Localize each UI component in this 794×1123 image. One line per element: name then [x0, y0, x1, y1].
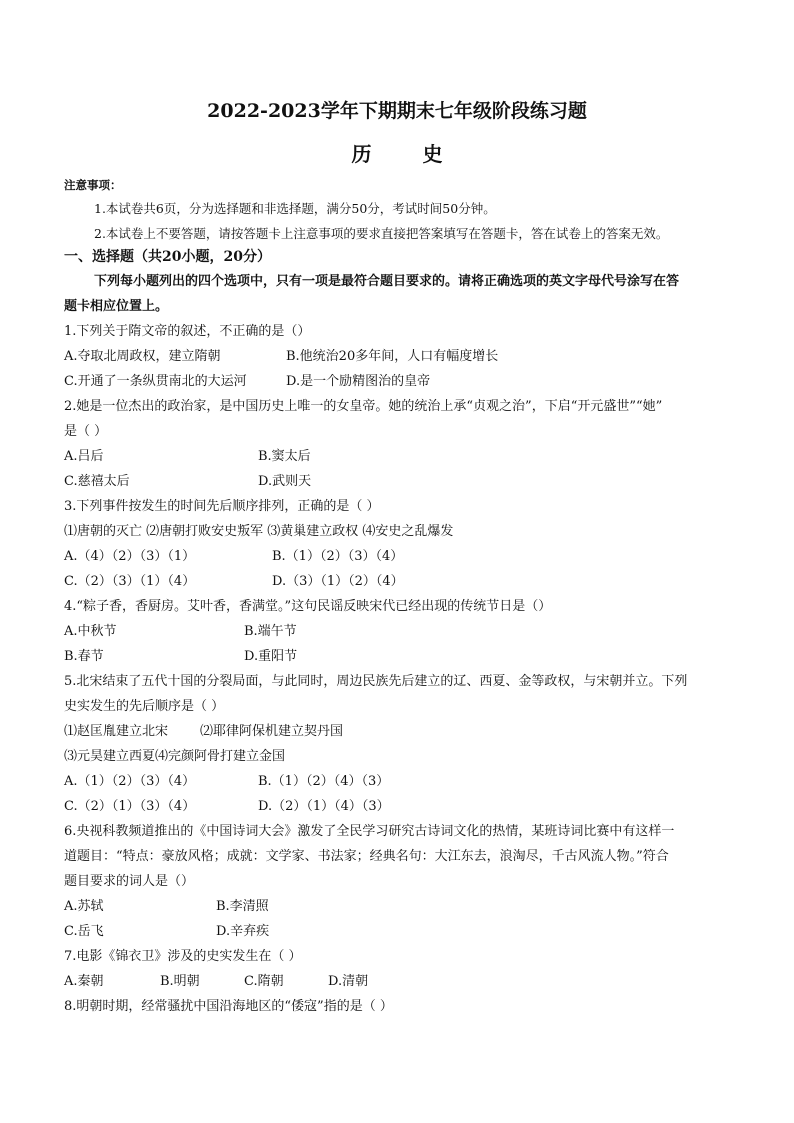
q4-option-c: B.春节	[64, 649, 104, 664]
q6-stem-line-3: 题目要求的词人是（）	[64, 874, 195, 889]
q4-option-d: D.重阳节	[244, 649, 298, 664]
q2-option-b: B.窦太后	[258, 449, 311, 464]
q7-option-d: D.清朝	[328, 974, 369, 989]
q6-option-b: B.李清照	[216, 899, 269, 914]
q3-events: ⑴唐朝的灭亡 ⑵唐朝打败安史叛军 ⑶黄巢建立政权 ⑷安史之乱爆发	[64, 524, 454, 539]
q3-option-b: B.（1）（2）（3）（4）	[272, 549, 404, 564]
q6-option-a: A.苏轼	[64, 899, 104, 914]
q6-stem-line-2: 道题目：“特点：豪放风格；成就：文学家、书法家；经典名句：大江东去，浪淘尽，千古风流人物。”符合	[64, 849, 669, 864]
section-instruction-line-2: 题卡相应位置上。	[64, 299, 169, 314]
notice-heading: 注意事项：	[64, 178, 122, 192]
q1-option-b: B.他统治20多年间，人口有幅度增长	[286, 349, 499, 364]
q4-option-a: A.中秋节	[64, 624, 117, 639]
exam-title: 2022-2023学年下期期末七年级阶段练习题	[207, 100, 587, 122]
q1-stem: 1.下列关于隋文帝的叙述，不正确的是（）	[64, 324, 311, 339]
q5-option-d: D.（2）（1）（4）（3）	[258, 799, 390, 814]
q7-stem: 7.电影《锦衣卫》涉及的史实发生在（ ）	[64, 949, 302, 964]
q4-stem: 4.“粽子香，香厨房。艾叶香，香满堂。”这句民谣反映宋代已经出现的传统节日是（）	[64, 599, 552, 614]
q1-option-c: C.开通了一条纵贯南北的大运河	[64, 374, 247, 389]
q1-option-d: D.是一个励精图治的皇帝	[286, 374, 431, 389]
q5-event-1: ⑴赵匡胤建立北宋	[64, 724, 169, 739]
section-instruction-line-1: 下列每小题列出的四个选项中，只有一项是最符合题目要求的。请将正确选项的英文字母代号涂写在答	[94, 274, 680, 289]
q7-option-c: C.隋朝	[244, 974, 284, 989]
q7-option-a: A.秦朝	[64, 974, 104, 989]
q4-option-b: B.端午节	[244, 624, 297, 639]
section-heading: 一、选择题（共20小题，20分）	[64, 249, 271, 265]
q5-event-2: ⑵耶律阿保机建立契丹国	[200, 724, 344, 739]
q2-option-d: D.武则天	[258, 474, 312, 489]
q2-option-a: A.吕后	[64, 449, 104, 464]
q6-option-d: D.辛弃疾	[216, 924, 270, 939]
q5-option-a: A.（1）（2）（3）（4）	[64, 774, 196, 789]
q7-option-b: B.明朝	[160, 974, 200, 989]
q2-option-c: C.慈禧太后	[64, 474, 130, 489]
q5-stem-line-2: 史实发生的先后顺序是（ ）	[64, 699, 225, 714]
q5-option-c: C.（2）（1）（3）（4）	[64, 799, 196, 814]
q3-option-d: D.（3）（1）（2）（4）	[272, 574, 404, 589]
notice-item-1: 1.本试卷共6页，分为选择题和非选择题，满分50分，考试时间50分钟。	[94, 201, 496, 216]
notice-item-2: 2.本试卷上不要答题，请按答题卡上注意事项的要求直接把答案填写在答题卡，答在试卷上的答案无效。	[94, 226, 669, 241]
q3-stem: 3.下列事件按发生的时间先后顺序排列，正确的是（ ）	[64, 499, 380, 514]
q6-option-c: C.岳飞	[64, 924, 104, 939]
q6-stem-line-1: 6.央视科教频道推出的《中国诗词大会》激发了全民学习研究古诗词文化的热情，某班诗词比赛中有这样一	[64, 824, 675, 839]
q3-option-c: C.（2）（3）（1）（4）	[64, 574, 196, 589]
q3-option-a: A.（4）（2）（3）（1）	[64, 549, 196, 564]
q2-stem-line-1: 2.她是一位杰出的政治家，是中国历史上唯一的女皇帝。她的统治上承“贞观之治”，下启“开元盛世”“她”	[64, 399, 663, 414]
q5-option-b: B.（1）（2）（4）（3）	[258, 774, 390, 789]
q2-stem-line-2: 是（ ）	[64, 424, 108, 439]
q8-stem: 8.明朝时期，经常骚扰中国沿海地区的“倭寇”指的是（ ）	[64, 999, 393, 1014]
q5-events-line-2: ⑶元昊建立西夏⑷完颜阿骨打建立金国	[64, 749, 286, 764]
subject-title: 历 史	[351, 142, 465, 166]
q5-stem-line-1: 5.北宋结束了五代十国的分裂局面，与此同时，周边民族先后建立的辽、西夏、金等政权，与宋朝并立。下列	[64, 674, 688, 689]
q1-option-a: A.夺取北周政权，建立隋朝	[64, 349, 221, 364]
